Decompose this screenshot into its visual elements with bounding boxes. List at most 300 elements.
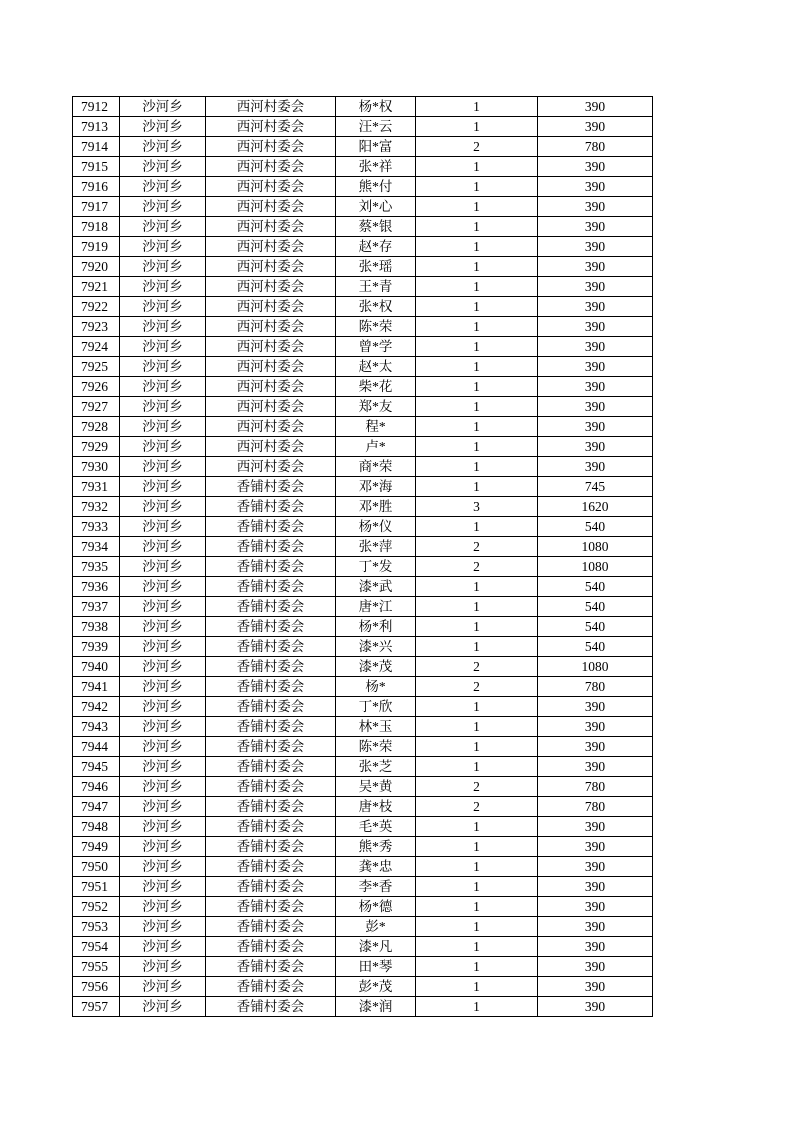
- table-row: [73, 397, 653, 417]
- row-number-cell: 7914: [73, 137, 120, 157]
- amount-cell: 390: [538, 177, 653, 197]
- name-cell: 杨*权: [336, 97, 416, 117]
- row-number-cell: 7913: [73, 117, 120, 137]
- household-count-cell: 2: [416, 797, 538, 817]
- village-committee-cell: 香铺村委会: [206, 477, 336, 497]
- township-cell: 沙河乡: [120, 217, 206, 237]
- village-committee-cell: 香铺村委会: [206, 497, 336, 517]
- name-cell: 汪*云: [336, 117, 416, 137]
- table-row: [73, 517, 653, 537]
- village-committee-cell: 香铺村委会: [206, 517, 336, 537]
- household-count-cell: 1: [416, 877, 538, 897]
- amount-cell: 390: [538, 117, 653, 137]
- village-committee-cell: 西河村委会: [206, 137, 336, 157]
- row-number-cell: 7927: [73, 397, 120, 417]
- household-count-cell: 1: [416, 357, 538, 377]
- row-number-cell: 7931: [73, 477, 120, 497]
- name-cell: 熊*付: [336, 177, 416, 197]
- amount-cell: 390: [538, 757, 653, 777]
- table-row: [73, 357, 653, 377]
- township-cell: 沙河乡: [120, 557, 206, 577]
- household-count-cell: 1: [416, 917, 538, 937]
- row-number-cell: 7956: [73, 977, 120, 997]
- village-committee-cell: 香铺村委会: [206, 757, 336, 777]
- township-cell: 沙河乡: [120, 177, 206, 197]
- row-number-cell: 7932: [73, 497, 120, 517]
- table-row: [73, 277, 653, 297]
- township-cell: 沙河乡: [120, 697, 206, 717]
- household-count-cell: 1: [416, 377, 538, 397]
- township-cell: 沙河乡: [120, 457, 206, 477]
- table-row: [73, 317, 653, 337]
- township-cell: 沙河乡: [120, 97, 206, 117]
- village-committee-cell: 香铺村委会: [206, 657, 336, 677]
- amount-cell: 540: [538, 617, 653, 637]
- township-cell: 沙河乡: [120, 737, 206, 757]
- township-cell: 沙河乡: [120, 497, 206, 517]
- row-number-cell: 7937: [73, 597, 120, 617]
- household-count-cell: 1: [416, 457, 538, 477]
- table-row: [73, 237, 653, 257]
- row-number-cell: 7935: [73, 557, 120, 577]
- row-number-cell: 7917: [73, 197, 120, 217]
- household-count-cell: 1: [416, 577, 538, 597]
- household-count-cell: 2: [416, 657, 538, 677]
- table-row: [73, 697, 653, 717]
- village-committee-cell: 西河村委会: [206, 257, 336, 277]
- table-row: [73, 217, 653, 237]
- table-body: [73, 97, 653, 1017]
- village-committee-cell: 香铺村委会: [206, 857, 336, 877]
- table-row: [73, 937, 653, 957]
- row-number-cell: 7928: [73, 417, 120, 437]
- name-cell: 陈*荣: [336, 317, 416, 337]
- village-committee-cell: 香铺村委会: [206, 877, 336, 897]
- village-committee-cell: 西河村委会: [206, 297, 336, 317]
- name-cell: 唐*江: [336, 597, 416, 617]
- row-number-cell: 7953: [73, 917, 120, 937]
- amount-cell: 390: [538, 237, 653, 257]
- amount-cell: 390: [538, 357, 653, 377]
- row-number-cell: 7945: [73, 757, 120, 777]
- row-number-cell: 7918: [73, 217, 120, 237]
- row-number-cell: 7943: [73, 717, 120, 737]
- village-committee-cell: 西河村委会: [206, 337, 336, 357]
- township-cell: 沙河乡: [120, 777, 206, 797]
- name-cell: 程*: [336, 417, 416, 437]
- village-committee-cell: 香铺村委会: [206, 837, 336, 857]
- row-number-cell: 7946: [73, 777, 120, 797]
- table-row: [73, 597, 653, 617]
- name-cell: 丁*发: [336, 557, 416, 577]
- township-cell: 沙河乡: [120, 717, 206, 737]
- row-number-cell: 7940: [73, 657, 120, 677]
- household-count-cell: 1: [416, 297, 538, 317]
- village-committee-cell: 香铺村委会: [206, 717, 336, 737]
- row-number-cell: 7951: [73, 877, 120, 897]
- village-committee-cell: 西河村委会: [206, 217, 336, 237]
- row-number-cell: 7912: [73, 97, 120, 117]
- household-count-cell: 1: [416, 97, 538, 117]
- name-cell: 漆*凡: [336, 937, 416, 957]
- amount-cell: 745: [538, 477, 653, 497]
- household-count-cell: 1: [416, 937, 538, 957]
- village-committee-cell: 香铺村委会: [206, 597, 336, 617]
- household-count-cell: 1: [416, 977, 538, 997]
- household-count-cell: 2: [416, 557, 538, 577]
- village-committee-cell: 香铺村委会: [206, 997, 336, 1017]
- township-cell: 沙河乡: [120, 757, 206, 777]
- village-committee-cell: 香铺村委会: [206, 677, 336, 697]
- name-cell: 曾*学: [336, 337, 416, 357]
- household-count-cell: 1: [416, 237, 538, 257]
- household-count-cell: 1: [416, 897, 538, 917]
- amount-cell: 780: [538, 797, 653, 817]
- table-row: [73, 297, 653, 317]
- amount-cell: 390: [538, 857, 653, 877]
- township-cell: 沙河乡: [120, 417, 206, 437]
- household-count-cell: 1: [416, 637, 538, 657]
- name-cell: 张*瑶: [336, 257, 416, 277]
- village-committee-cell: 西河村委会: [206, 177, 336, 197]
- row-number-cell: 7955: [73, 957, 120, 977]
- name-cell: 陈*荣: [336, 737, 416, 757]
- household-count-cell: 1: [416, 277, 538, 297]
- township-cell: 沙河乡: [120, 477, 206, 497]
- table-row: [73, 257, 653, 277]
- township-cell: 沙河乡: [120, 437, 206, 457]
- amount-cell: 390: [538, 997, 653, 1017]
- amount-cell: 390: [538, 197, 653, 217]
- table-row: [73, 757, 653, 777]
- name-cell: 李*香: [336, 877, 416, 897]
- row-number-cell: 7954: [73, 937, 120, 957]
- township-cell: 沙河乡: [120, 657, 206, 677]
- row-number-cell: 7934: [73, 537, 120, 557]
- township-cell: 沙河乡: [120, 237, 206, 257]
- table-row: [73, 637, 653, 657]
- township-cell: 沙河乡: [120, 277, 206, 297]
- row-number-cell: 7920: [73, 257, 120, 277]
- table-row: [73, 477, 653, 497]
- amount-cell: 1080: [538, 537, 653, 557]
- row-number-cell: 7919: [73, 237, 120, 257]
- township-cell: 沙河乡: [120, 617, 206, 637]
- township-cell: 沙河乡: [120, 797, 206, 817]
- village-committee-cell: 西河村委会: [206, 357, 336, 377]
- amount-cell: 390: [538, 737, 653, 757]
- row-number-cell: 7926: [73, 377, 120, 397]
- table-row: [73, 437, 653, 457]
- village-committee-cell: 西河村委会: [206, 457, 336, 477]
- row-number-cell: 7942: [73, 697, 120, 717]
- household-count-cell: 1: [416, 197, 538, 217]
- data-table: [72, 96, 653, 1017]
- village-committee-cell: 香铺村委会: [206, 557, 336, 577]
- village-committee-cell: 西河村委会: [206, 397, 336, 417]
- household-count-cell: 1: [416, 397, 538, 417]
- village-committee-cell: 西河村委会: [206, 417, 336, 437]
- table-row: [73, 537, 653, 557]
- table-row: [73, 817, 653, 837]
- township-cell: 沙河乡: [120, 677, 206, 697]
- household-count-cell: 1: [416, 837, 538, 857]
- name-cell: 毛*英: [336, 817, 416, 837]
- village-committee-cell: 香铺村委会: [206, 917, 336, 937]
- township-cell: 沙河乡: [120, 837, 206, 857]
- row-number-cell: 7939: [73, 637, 120, 657]
- village-committee-cell: 西河村委会: [206, 377, 336, 397]
- household-count-cell: 1: [416, 437, 538, 457]
- table-row: [73, 137, 653, 157]
- name-cell: 龚*忠: [336, 857, 416, 877]
- table-row: [73, 417, 653, 437]
- name-cell: 杨*利: [336, 617, 416, 637]
- table-row: [73, 497, 653, 517]
- name-cell: 林*玉: [336, 717, 416, 737]
- household-count-cell: 2: [416, 677, 538, 697]
- table-row: [73, 117, 653, 137]
- township-cell: 沙河乡: [120, 857, 206, 877]
- name-cell: 王*青: [336, 277, 416, 297]
- household-count-cell: 1: [416, 817, 538, 837]
- name-cell: 商*荣: [336, 457, 416, 477]
- amount-cell: 390: [538, 417, 653, 437]
- amount-cell: 390: [538, 157, 653, 177]
- amount-cell: 390: [538, 977, 653, 997]
- amount-cell: 1080: [538, 557, 653, 577]
- village-committee-cell: 西河村委会: [206, 157, 336, 177]
- amount-cell: 390: [538, 457, 653, 477]
- name-cell: 蔡*银: [336, 217, 416, 237]
- amount-cell: 390: [538, 397, 653, 417]
- village-committee-cell: 香铺村委会: [206, 977, 336, 997]
- township-cell: 沙河乡: [120, 577, 206, 597]
- amount-cell: 390: [538, 437, 653, 457]
- amount-cell: 390: [538, 917, 653, 937]
- table-row: [73, 657, 653, 677]
- township-cell: 沙河乡: [120, 637, 206, 657]
- table-row: [73, 977, 653, 997]
- row-number-cell: 7950: [73, 857, 120, 877]
- row-number-cell: 7947: [73, 797, 120, 817]
- township-cell: 沙河乡: [120, 297, 206, 317]
- household-count-cell: 2: [416, 537, 538, 557]
- row-number-cell: 7929: [73, 437, 120, 457]
- table-row: [73, 777, 653, 797]
- row-number-cell: 7957: [73, 997, 120, 1017]
- township-cell: 沙河乡: [120, 377, 206, 397]
- village-committee-cell: 香铺村委会: [206, 777, 336, 797]
- household-count-cell: 1: [416, 337, 538, 357]
- township-cell: 沙河乡: [120, 317, 206, 337]
- table-row: [73, 377, 653, 397]
- amount-cell: 780: [538, 777, 653, 797]
- township-cell: 沙河乡: [120, 877, 206, 897]
- amount-cell: 540: [538, 637, 653, 657]
- name-cell: 赵*存: [336, 237, 416, 257]
- table-row: [73, 157, 653, 177]
- table-row: [73, 197, 653, 217]
- row-number-cell: 7944: [73, 737, 120, 757]
- name-cell: 刘*心: [336, 197, 416, 217]
- name-cell: 漆*武: [336, 577, 416, 597]
- township-cell: 沙河乡: [120, 817, 206, 837]
- table-row: [73, 857, 653, 877]
- amount-cell: 390: [538, 317, 653, 337]
- township-cell: 沙河乡: [120, 957, 206, 977]
- village-committee-cell: 香铺村委会: [206, 897, 336, 917]
- household-count-cell: 2: [416, 137, 538, 157]
- name-cell: 漆*润: [336, 997, 416, 1017]
- township-cell: 沙河乡: [120, 117, 206, 137]
- township-cell: 沙河乡: [120, 137, 206, 157]
- table-row: [73, 797, 653, 817]
- township-cell: 沙河乡: [120, 977, 206, 997]
- name-cell: 杨*: [336, 677, 416, 697]
- village-committee-cell: 西河村委会: [206, 277, 336, 297]
- row-number-cell: 7924: [73, 337, 120, 357]
- household-count-cell: 1: [416, 997, 538, 1017]
- table-row: [73, 877, 653, 897]
- township-cell: 沙河乡: [120, 897, 206, 917]
- amount-cell: 390: [538, 277, 653, 297]
- amount-cell: 390: [538, 877, 653, 897]
- table-row: [73, 177, 653, 197]
- village-committee-cell: 西河村委会: [206, 197, 336, 217]
- amount-cell: 390: [538, 377, 653, 397]
- village-committee-cell: 香铺村委会: [206, 577, 336, 597]
- township-cell: 沙河乡: [120, 197, 206, 217]
- amount-cell: 390: [538, 897, 653, 917]
- table-row: [73, 917, 653, 937]
- name-cell: 张*芝: [336, 757, 416, 777]
- row-number-cell: 7915: [73, 157, 120, 177]
- household-count-cell: 1: [416, 257, 538, 277]
- table-row: [73, 457, 653, 477]
- table-row: [73, 617, 653, 637]
- name-cell: 田*琴: [336, 957, 416, 977]
- row-number-cell: 7936: [73, 577, 120, 597]
- amount-cell: 390: [538, 837, 653, 857]
- name-cell: 杨*仪: [336, 517, 416, 537]
- household-count-cell: 1: [416, 177, 538, 197]
- row-number-cell: 7922: [73, 297, 120, 317]
- name-cell: 漆*兴: [336, 637, 416, 657]
- household-count-cell: 1: [416, 597, 538, 617]
- amount-cell: 780: [538, 677, 653, 697]
- household-count-cell: 1: [416, 757, 538, 777]
- amount-cell: 390: [538, 697, 653, 717]
- township-cell: 沙河乡: [120, 917, 206, 937]
- village-committee-cell: 香铺村委会: [206, 957, 336, 977]
- name-cell: 丁*欣: [336, 697, 416, 717]
- amount-cell: 390: [538, 937, 653, 957]
- household-count-cell: 1: [416, 417, 538, 437]
- table-row: [73, 717, 653, 737]
- name-cell: 邓*海: [336, 477, 416, 497]
- table-row: [73, 737, 653, 757]
- household-count-cell: 1: [416, 117, 538, 137]
- amount-cell: 390: [538, 337, 653, 357]
- household-count-cell: 1: [416, 737, 538, 757]
- name-cell: 彭*茂: [336, 977, 416, 997]
- row-number-cell: 7933: [73, 517, 120, 537]
- amount-cell: 540: [538, 597, 653, 617]
- village-committee-cell: 西河村委会: [206, 97, 336, 117]
- name-cell: 张*祥: [336, 157, 416, 177]
- township-cell: 沙河乡: [120, 357, 206, 377]
- household-count-cell: 1: [416, 217, 538, 237]
- village-committee-cell: 香铺村委会: [206, 737, 336, 757]
- village-committee-cell: 西河村委会: [206, 317, 336, 337]
- amount-cell: 780: [538, 137, 653, 157]
- name-cell: 赵*太: [336, 357, 416, 377]
- name-cell: 漆*茂: [336, 657, 416, 677]
- village-committee-cell: 香铺村委会: [206, 797, 336, 817]
- township-cell: 沙河乡: [120, 257, 206, 277]
- household-count-cell: 1: [416, 617, 538, 637]
- household-count-cell: 1: [416, 697, 538, 717]
- name-cell: 阳*富: [336, 137, 416, 157]
- township-cell: 沙河乡: [120, 997, 206, 1017]
- name-cell: 卢*: [336, 437, 416, 457]
- township-cell: 沙河乡: [120, 397, 206, 417]
- row-number-cell: 7925: [73, 357, 120, 377]
- table-row: [73, 677, 653, 697]
- amount-cell: 540: [538, 577, 653, 597]
- amount-cell: 1080: [538, 657, 653, 677]
- household-count-cell: 2: [416, 777, 538, 797]
- amount-cell: 390: [538, 257, 653, 277]
- row-number-cell: 7916: [73, 177, 120, 197]
- name-cell: 张*权: [336, 297, 416, 317]
- row-number-cell: 7952: [73, 897, 120, 917]
- row-number-cell: 7938: [73, 617, 120, 637]
- amount-cell: 390: [538, 217, 653, 237]
- name-cell: 杨*德: [336, 897, 416, 917]
- name-cell: 吴*黄: [336, 777, 416, 797]
- village-committee-cell: 香铺村委会: [206, 937, 336, 957]
- household-count-cell: 1: [416, 517, 538, 537]
- household-count-cell: 1: [416, 317, 538, 337]
- amount-cell: 390: [538, 817, 653, 837]
- village-committee-cell: 香铺村委会: [206, 617, 336, 637]
- village-committee-cell: 西河村委会: [206, 437, 336, 457]
- household-count-cell: 1: [416, 477, 538, 497]
- row-number-cell: 7941: [73, 677, 120, 697]
- amount-cell: 390: [538, 717, 653, 737]
- row-number-cell: 7949: [73, 837, 120, 857]
- table-row: [73, 337, 653, 357]
- township-cell: 沙河乡: [120, 337, 206, 357]
- household-count-cell: 3: [416, 497, 538, 517]
- household-count-cell: 1: [416, 857, 538, 877]
- table-row: [73, 897, 653, 917]
- township-cell: 沙河乡: [120, 597, 206, 617]
- table-row: [73, 577, 653, 597]
- household-count-cell: 1: [416, 157, 538, 177]
- name-cell: 唐*枝: [336, 797, 416, 817]
- township-cell: 沙河乡: [120, 157, 206, 177]
- name-cell: 邓*胜: [336, 497, 416, 517]
- table-row: [73, 837, 653, 857]
- table-row: [73, 97, 653, 117]
- name-cell: 熊*秀: [336, 837, 416, 857]
- table-row: [73, 997, 653, 1017]
- amount-cell: 540: [538, 517, 653, 537]
- village-committee-cell: 香铺村委会: [206, 697, 336, 717]
